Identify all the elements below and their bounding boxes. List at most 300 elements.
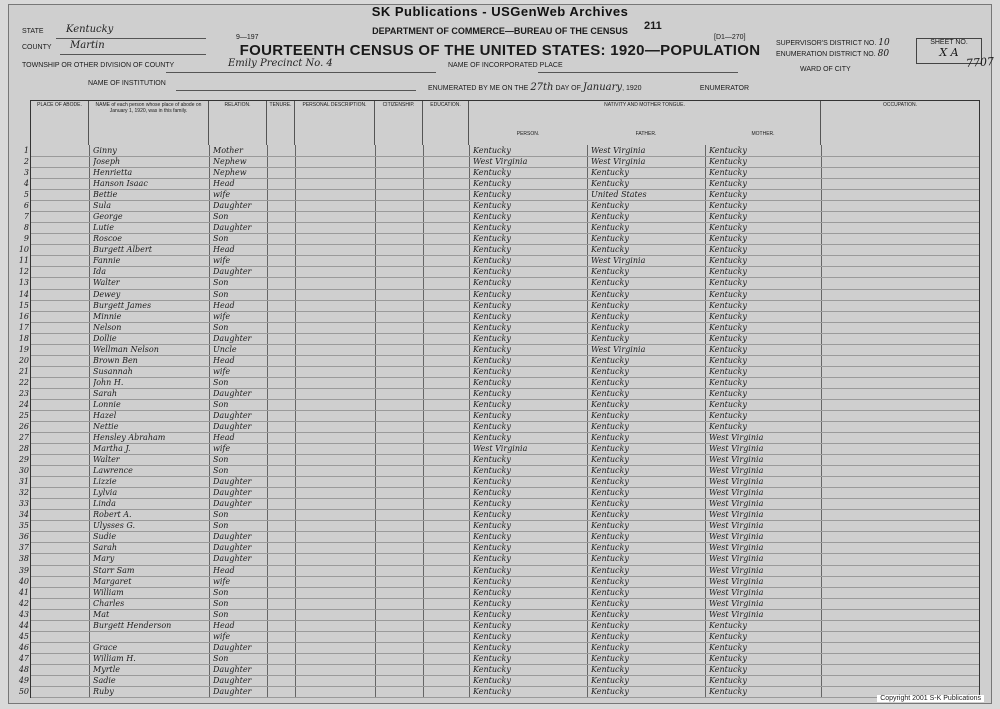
birthplace: Kentucky <box>473 245 511 255</box>
father-birthplace: Kentucky <box>591 510 629 520</box>
line-number: 41 <box>18 587 29 597</box>
mother-birthplace: West Virginia <box>709 576 764 586</box>
copyright-notice: Copyright 2001 S-K Publications <box>877 695 984 702</box>
relation: Son <box>213 510 229 520</box>
birthplace: Kentucky <box>473 333 511 343</box>
person-name <box>93 631 207 643</box>
father-birthplace: Kentucky <box>591 179 629 189</box>
district-block <box>776 38 890 60</box>
relation: Daughter <box>213 223 252 233</box>
person-name: Martha J. <box>93 444 131 454</box>
father-birthplace: Kentucky <box>591 642 629 652</box>
relation: Daughter <box>213 477 252 487</box>
birthplace: Kentucky <box>473 344 511 354</box>
birthplace: Kentucky <box>473 543 511 553</box>
father-birthplace: West Virginia <box>591 256 646 266</box>
father-birthplace: Kentucky <box>591 234 629 244</box>
line-number: 17 <box>18 322 29 332</box>
birthplace: Kentucky <box>473 179 511 189</box>
mother-birthplace: West Virginia <box>709 609 764 619</box>
person-name: Walter <box>93 455 120 465</box>
relation: Head <box>213 565 235 575</box>
father-birthplace: Kentucky <box>591 477 629 487</box>
relation: Son <box>213 587 229 597</box>
person-name: Wellman Nelson <box>93 344 159 354</box>
mother-birthplace: Kentucky <box>709 675 747 685</box>
relation: Daughter <box>213 543 252 553</box>
person-name: Ruby <box>93 686 114 696</box>
relation: Daughter <box>213 488 252 498</box>
line-number: 24 <box>18 399 29 409</box>
birthplace: Kentucky <box>473 422 511 431</box>
line-number: 32 <box>18 488 29 498</box>
nativity-mother: MOTHER. <box>751 131 775 137</box>
col-nativity <box>469 101 821 145</box>
line-number: 47 <box>18 653 29 663</box>
line-number: 23 <box>18 388 29 398</box>
line-number: 18 <box>18 333 29 343</box>
relation: Head <box>213 433 235 443</box>
incorporated-underline <box>538 72 738 73</box>
mother-birthplace: West Virginia <box>709 521 764 531</box>
township-label: TOWNSHIP OR OTHER DIVISION OF COUNTY <box>22 62 175 69</box>
institution-underline <box>176 90 416 91</box>
birthplace: Kentucky <box>473 234 511 244</box>
father-birthplace: Kentucky <box>591 355 629 365</box>
handwritten-stamp: 7707 <box>965 55 995 70</box>
birthplace: Kentucky <box>473 477 511 487</box>
mother-birthplace: Kentucky <box>709 664 747 674</box>
person-name: Linda <box>93 499 116 509</box>
line-number: 16 <box>18 311 29 321</box>
col-tenure: TENURE. <box>267 101 295 145</box>
line-number: 42 <box>18 598 29 608</box>
birthplace: Kentucky <box>473 146 511 155</box>
relation: Daughter <box>213 686 252 696</box>
birthplace: Kentucky <box>473 300 511 310</box>
col-education: EDUCATION. <box>423 101 469 145</box>
line-number: 30 <box>18 466 29 476</box>
mother-birthplace: Kentucky <box>709 267 747 277</box>
relation: Daughter <box>213 532 252 542</box>
sheet-label: SHEET NO. <box>930 39 968 46</box>
person-name: Lonnie <box>93 399 121 409</box>
birthplace: Kentucky <box>473 653 511 663</box>
enumerated-label: ENUMERATED BY ME ON THE <box>428 85 529 92</box>
birthplace: Kentucky <box>473 223 511 233</box>
enumeration-value: 80 <box>877 49 890 59</box>
col-place-of-abode: PLACE OF ABODE. <box>31 101 89 145</box>
father-birthplace: Kentucky <box>591 223 629 233</box>
day-of-label: DAY OF <box>555 85 581 92</box>
institution-label: NAME OF INSTITUTION <box>88 80 166 87</box>
township-underline <box>166 72 436 73</box>
father-birthplace: Kentucky <box>591 267 629 277</box>
father-birthplace: Kentucky <box>591 576 629 586</box>
birthplace: Kentucky <box>473 399 511 409</box>
mother-birthplace: Kentucky <box>709 422 747 431</box>
line-number: 26 <box>18 422 29 431</box>
line-number: 9 <box>23 234 29 244</box>
form-number-left: 9—197 <box>236 34 259 41</box>
father-birthplace: Kentucky <box>591 377 629 387</box>
birthplace: Kentucky <box>473 686 511 696</box>
relation: Son <box>213 455 229 465</box>
line-number: 49 <box>18 675 29 685</box>
mother-birthplace: West Virginia <box>709 444 764 454</box>
state-underline <box>56 38 206 39</box>
mother-birthplace: West Virginia <box>709 477 764 487</box>
line-number: 7 <box>23 212 29 222</box>
enumerated-day: 27th <box>530 82 554 93</box>
birthplace: Kentucky <box>473 433 511 443</box>
father-birthplace: West Virginia <box>591 146 646 155</box>
birthplace: Kentucky <box>473 554 511 564</box>
person-name: Ida <box>93 267 107 277</box>
person-name: Fannie <box>93 256 121 266</box>
relation: Daughter <box>213 267 252 277</box>
state-label: STATE <box>22 28 44 35</box>
father-birthplace: Kentucky <box>591 653 629 663</box>
relation: Son <box>213 609 229 619</box>
mother-birthplace: Kentucky <box>709 653 747 663</box>
father-birthplace: Kentucky <box>591 488 629 498</box>
line-number: 25 <box>18 410 29 420</box>
nativity-heading: NATIVITY AND MOTHER TONGUE. <box>604 102 685 108</box>
relation: Daughter <box>213 388 252 398</box>
mother-birthplace: Kentucky <box>709 146 747 155</box>
person-name: Mary <box>93 554 115 564</box>
father-birthplace: Kentucky <box>591 311 629 321</box>
ward-label: WARD OF CITY <box>800 66 851 73</box>
person-name: Joseph <box>93 157 121 167</box>
person-name: William H. <box>93 653 136 663</box>
father-birthplace: West Virginia <box>591 157 646 167</box>
mother-birthplace: West Virginia <box>709 532 764 542</box>
father-birthplace: Kentucky <box>591 664 629 674</box>
mother-birthplace: Kentucky <box>709 168 747 178</box>
birthplace: Kentucky <box>473 311 511 321</box>
line-number: 19 <box>18 344 29 354</box>
person-name: Sarah <box>93 388 117 398</box>
person-name: Lawrence <box>93 466 133 476</box>
person-name: Walter <box>93 278 120 288</box>
father-birthplace: Kentucky <box>591 543 629 553</box>
relation: Daughter <box>213 664 252 674</box>
relation: Son <box>213 322 229 332</box>
person-name: Lutie <box>93 223 114 233</box>
person-name: Roscoe <box>93 234 122 244</box>
person-name: Nelson <box>93 322 122 332</box>
relation: wife <box>213 311 231 321</box>
mother-birthplace: Kentucky <box>709 410 747 420</box>
person-name: Burgett Henderson <box>93 620 172 630</box>
line-number: 6 <box>23 201 29 211</box>
father-birthplace: Kentucky <box>591 444 629 454</box>
person-name: John H. <box>93 377 124 387</box>
line-number: 39 <box>18 565 29 575</box>
mother-birthplace: West Virginia <box>709 510 764 520</box>
line-number: 20 <box>18 355 29 365</box>
person-name: Dewey <box>93 289 121 299</box>
relation: wife <box>213 631 231 641</box>
mother-birthplace: Kentucky <box>709 201 747 211</box>
father-birthplace: Kentucky <box>591 322 629 332</box>
person-name: Sarah <box>93 543 117 553</box>
person-name: Sadie <box>93 675 116 685</box>
line-number: 4 <box>23 179 29 189</box>
person-name: Ulysses G. <box>93 521 136 531</box>
father-birthplace: Kentucky <box>591 399 629 409</box>
enumerated-line: ENUMERATED BY ME ON THE 27th DAY OF January, 1920 ENUMERATOR <box>428 82 750 93</box>
relation: wife <box>213 576 231 586</box>
father-birthplace: Kentucky <box>591 565 629 575</box>
birthplace: Kentucky <box>473 190 511 200</box>
mother-birthplace: Kentucky <box>709 223 747 233</box>
father-birthplace: Kentucky <box>591 433 629 443</box>
birthplace: Kentucky <box>473 278 511 288</box>
county-underline <box>60 54 206 55</box>
father-birthplace: Kentucky <box>591 388 629 398</box>
relation: Son <box>213 466 229 476</box>
birthplace: Kentucky <box>473 201 511 211</box>
person-name: Dollie <box>93 333 117 343</box>
mother-birthplace: Kentucky <box>709 190 747 200</box>
col-citizenship: CITIZENSHIP. <box>375 101 423 145</box>
birthplace: Kentucky <box>473 532 511 542</box>
mother-birthplace: West Virginia <box>709 598 764 608</box>
mother-birthplace: West Virginia <box>709 466 764 476</box>
mother-birthplace: Kentucky <box>709 355 747 365</box>
mother-birthplace: West Virginia <box>709 455 764 465</box>
person-name: Charles <box>93 598 125 608</box>
person-name: Burgett Albert <box>93 245 152 255</box>
birthplace: Kentucky <box>473 267 511 277</box>
birthplace: Kentucky <box>473 631 511 641</box>
father-birthplace: Kentucky <box>591 212 629 222</box>
person-name: Myrtle <box>93 664 121 674</box>
person-name: Grace <box>93 642 118 652</box>
census-title: FOURTEENTH CENSUS OF THE UNITED STATES: 1920—POPULATION <box>239 42 761 59</box>
census-sheet <box>8 4 995 704</box>
birthplace: Kentucky <box>473 598 511 608</box>
mother-birthplace: Kentucky <box>709 157 747 167</box>
father-birthplace: Kentucky <box>591 201 629 211</box>
line-number: 50 <box>18 686 29 696</box>
birthplace: Kentucky <box>473 664 511 674</box>
person-name: Lylvia <box>93 488 118 498</box>
supervisor-label: SUPERVISOR'S DISTRICT NO. <box>776 40 877 47</box>
father-birthplace: Kentucky <box>591 455 629 465</box>
census-rows <box>18 145 979 697</box>
person-name: Hanson Isaac <box>93 179 148 189</box>
father-birthplace: Kentucky <box>591 554 629 564</box>
mother-birthplace: Kentucky <box>709 256 747 266</box>
county-label: COUNTY <box>22 44 52 51</box>
relation: Nephew <box>213 168 247 178</box>
father-birthplace: Kentucky <box>591 422 629 431</box>
father-birthplace: Kentucky <box>591 532 629 542</box>
birthplace: Kentucky <box>473 587 511 597</box>
relation: Son <box>213 278 229 288</box>
relation: Mother <box>213 146 243 155</box>
birthplace: Kentucky <box>473 620 511 630</box>
line-number: 5 <box>23 190 29 200</box>
person-name: Brown Ben <box>93 355 138 365</box>
line-number: 45 <box>18 631 29 641</box>
col-relation: RELATION. <box>209 101 267 145</box>
mother-birthplace: Kentucky <box>709 642 747 652</box>
line-number: 36 <box>18 532 29 542</box>
relation: wife <box>213 190 231 200</box>
relation: Son <box>213 653 229 663</box>
father-birthplace: Kentucky <box>591 278 629 288</box>
archive-banner: SK Publications - USGenWeb Archives <box>371 4 629 19</box>
mother-birthplace: Kentucky <box>709 278 747 288</box>
col-personal: PERSONAL DESCRIPTION. <box>295 101 375 145</box>
person-name: Hensley Abraham <box>93 433 166 443</box>
relation: Head <box>213 179 235 189</box>
relation: Son <box>213 598 229 608</box>
relation: Nephew <box>213 157 247 167</box>
father-birthplace: West Virginia <box>591 344 646 354</box>
mother-birthplace: Kentucky <box>709 333 747 343</box>
birthplace: Kentucky <box>473 366 511 376</box>
line-number: 40 <box>18 576 29 586</box>
mother-birthplace: Kentucky <box>709 620 747 630</box>
person-name: Hazel <box>93 410 117 420</box>
relation: Daughter <box>213 675 252 685</box>
birthplace: Kentucky <box>473 642 511 652</box>
birthplace: Kentucky <box>473 355 511 365</box>
state-value: Kentucky <box>66 24 114 35</box>
line-number: 3 <box>23 168 29 178</box>
birthplace: Kentucky <box>473 377 511 387</box>
birthplace: Kentucky <box>473 488 511 498</box>
nativity-father: FATHER. <box>635 131 657 137</box>
mother-birthplace: Kentucky <box>709 234 747 244</box>
birthplace: Kentucky <box>473 256 511 266</box>
mother-birthplace: Kentucky <box>709 300 747 310</box>
line-number: 28 <box>18 444 29 454</box>
enumerator-label: ENUMERATOR <box>699 85 750 92</box>
father-birthplace: Kentucky <box>591 289 629 299</box>
birthplace: Kentucky <box>473 466 511 476</box>
line-number: 21 <box>18 366 29 376</box>
mother-birthplace: West Virginia <box>709 565 764 575</box>
census-table <box>18 100 980 698</box>
line-number: 13 <box>18 278 29 288</box>
father-birthplace: Kentucky <box>591 587 629 597</box>
mother-birthplace: Kentucky <box>709 245 747 255</box>
line-number: 29 <box>18 455 29 465</box>
father-birthplace: Kentucky <box>591 245 629 255</box>
mother-birthplace: Kentucky <box>709 388 747 398</box>
relation: wife <box>213 444 231 454</box>
relation: Uncle <box>213 344 237 354</box>
person-name: George <box>93 212 123 222</box>
township-value: Emily Precinct No. 4 <box>228 58 333 69</box>
mother-birthplace: West Virginia <box>709 543 764 553</box>
person-name: Starr Sam <box>93 565 135 575</box>
mother-birthplace: Kentucky <box>709 289 747 299</box>
relation: Daughter <box>213 554 252 564</box>
mother-birthplace: West Virginia <box>709 488 764 498</box>
birthplace: Kentucky <box>473 675 511 685</box>
mother-birthplace: Kentucky <box>709 322 747 332</box>
birthplace: Kentucky <box>473 212 511 222</box>
person-name: Robert A. <box>93 510 132 520</box>
person-name: Margaret <box>93 576 132 586</box>
father-birthplace: Kentucky <box>591 631 629 641</box>
line-number: 2 <box>23 157 29 167</box>
person-name: Sula <box>93 201 111 211</box>
relation: wife <box>213 256 231 266</box>
birthplace: Kentucky <box>473 410 511 420</box>
line-number: 11 <box>18 256 29 266</box>
birthplace: Kentucky <box>473 576 511 586</box>
mother-birthplace: West Virginia <box>709 554 764 564</box>
line-number: 22 <box>18 377 29 387</box>
person-name: Mat <box>93 609 110 619</box>
relation: wife <box>213 366 231 376</box>
col-occupation: OCCUPATION. <box>883 102 917 108</box>
enumerated-month: January <box>582 82 623 93</box>
relation: Daughter <box>213 410 252 420</box>
relation: Daughter <box>213 201 252 211</box>
mother-birthplace: Kentucky <box>709 377 747 387</box>
father-birthplace: Kentucky <box>591 686 629 696</box>
mother-birthplace: Kentucky <box>709 631 747 641</box>
relation: Son <box>213 289 229 299</box>
birthplace: Kentucky <box>473 499 511 509</box>
line-number: 1 <box>23 146 29 155</box>
line-number: 43 <box>18 609 29 619</box>
line-number: 46 <box>18 642 29 652</box>
line-number: 12 <box>18 267 29 277</box>
county-value: Martin <box>70 40 105 51</box>
relation: Daughter <box>213 333 252 343</box>
department-heading: DEPARTMENT OF COMMERCE—BUREAU OF THE CENSUS <box>372 26 628 36</box>
relation: Daughter <box>213 499 252 509</box>
birthplace: Kentucky <box>473 289 511 299</box>
father-birthplace: United States <box>591 190 647 200</box>
line-number: 34 <box>18 510 29 520</box>
line-number: 8 <box>23 223 29 233</box>
line-number: 31 <box>18 477 29 487</box>
person-name: Lizzie <box>93 477 117 487</box>
page-number: 211 <box>644 20 662 32</box>
nativity-person: PERSON. <box>516 131 540 137</box>
father-birthplace: Kentucky <box>591 609 629 619</box>
sheet-value: X A <box>939 46 959 59</box>
father-birthplace: Kentucky <box>591 598 629 608</box>
line-number: 10 <box>18 245 29 255</box>
father-birthplace: Kentucky <box>591 675 629 685</box>
mother-birthplace: Kentucky <box>709 366 747 376</box>
person-name: Minnie <box>93 311 122 321</box>
mother-birthplace: Kentucky <box>709 179 747 189</box>
relation: Head <box>213 620 235 630</box>
line-number: 38 <box>18 554 29 564</box>
father-birthplace: Kentucky <box>591 521 629 531</box>
mother-birthplace: Kentucky <box>709 212 747 222</box>
mother-birthplace: Kentucky <box>709 399 747 409</box>
mother-birthplace: West Virginia <box>709 587 764 597</box>
birthplace: Kentucky <box>473 609 511 619</box>
relation: Son <box>213 377 229 387</box>
line-number: 14 <box>18 289 29 299</box>
